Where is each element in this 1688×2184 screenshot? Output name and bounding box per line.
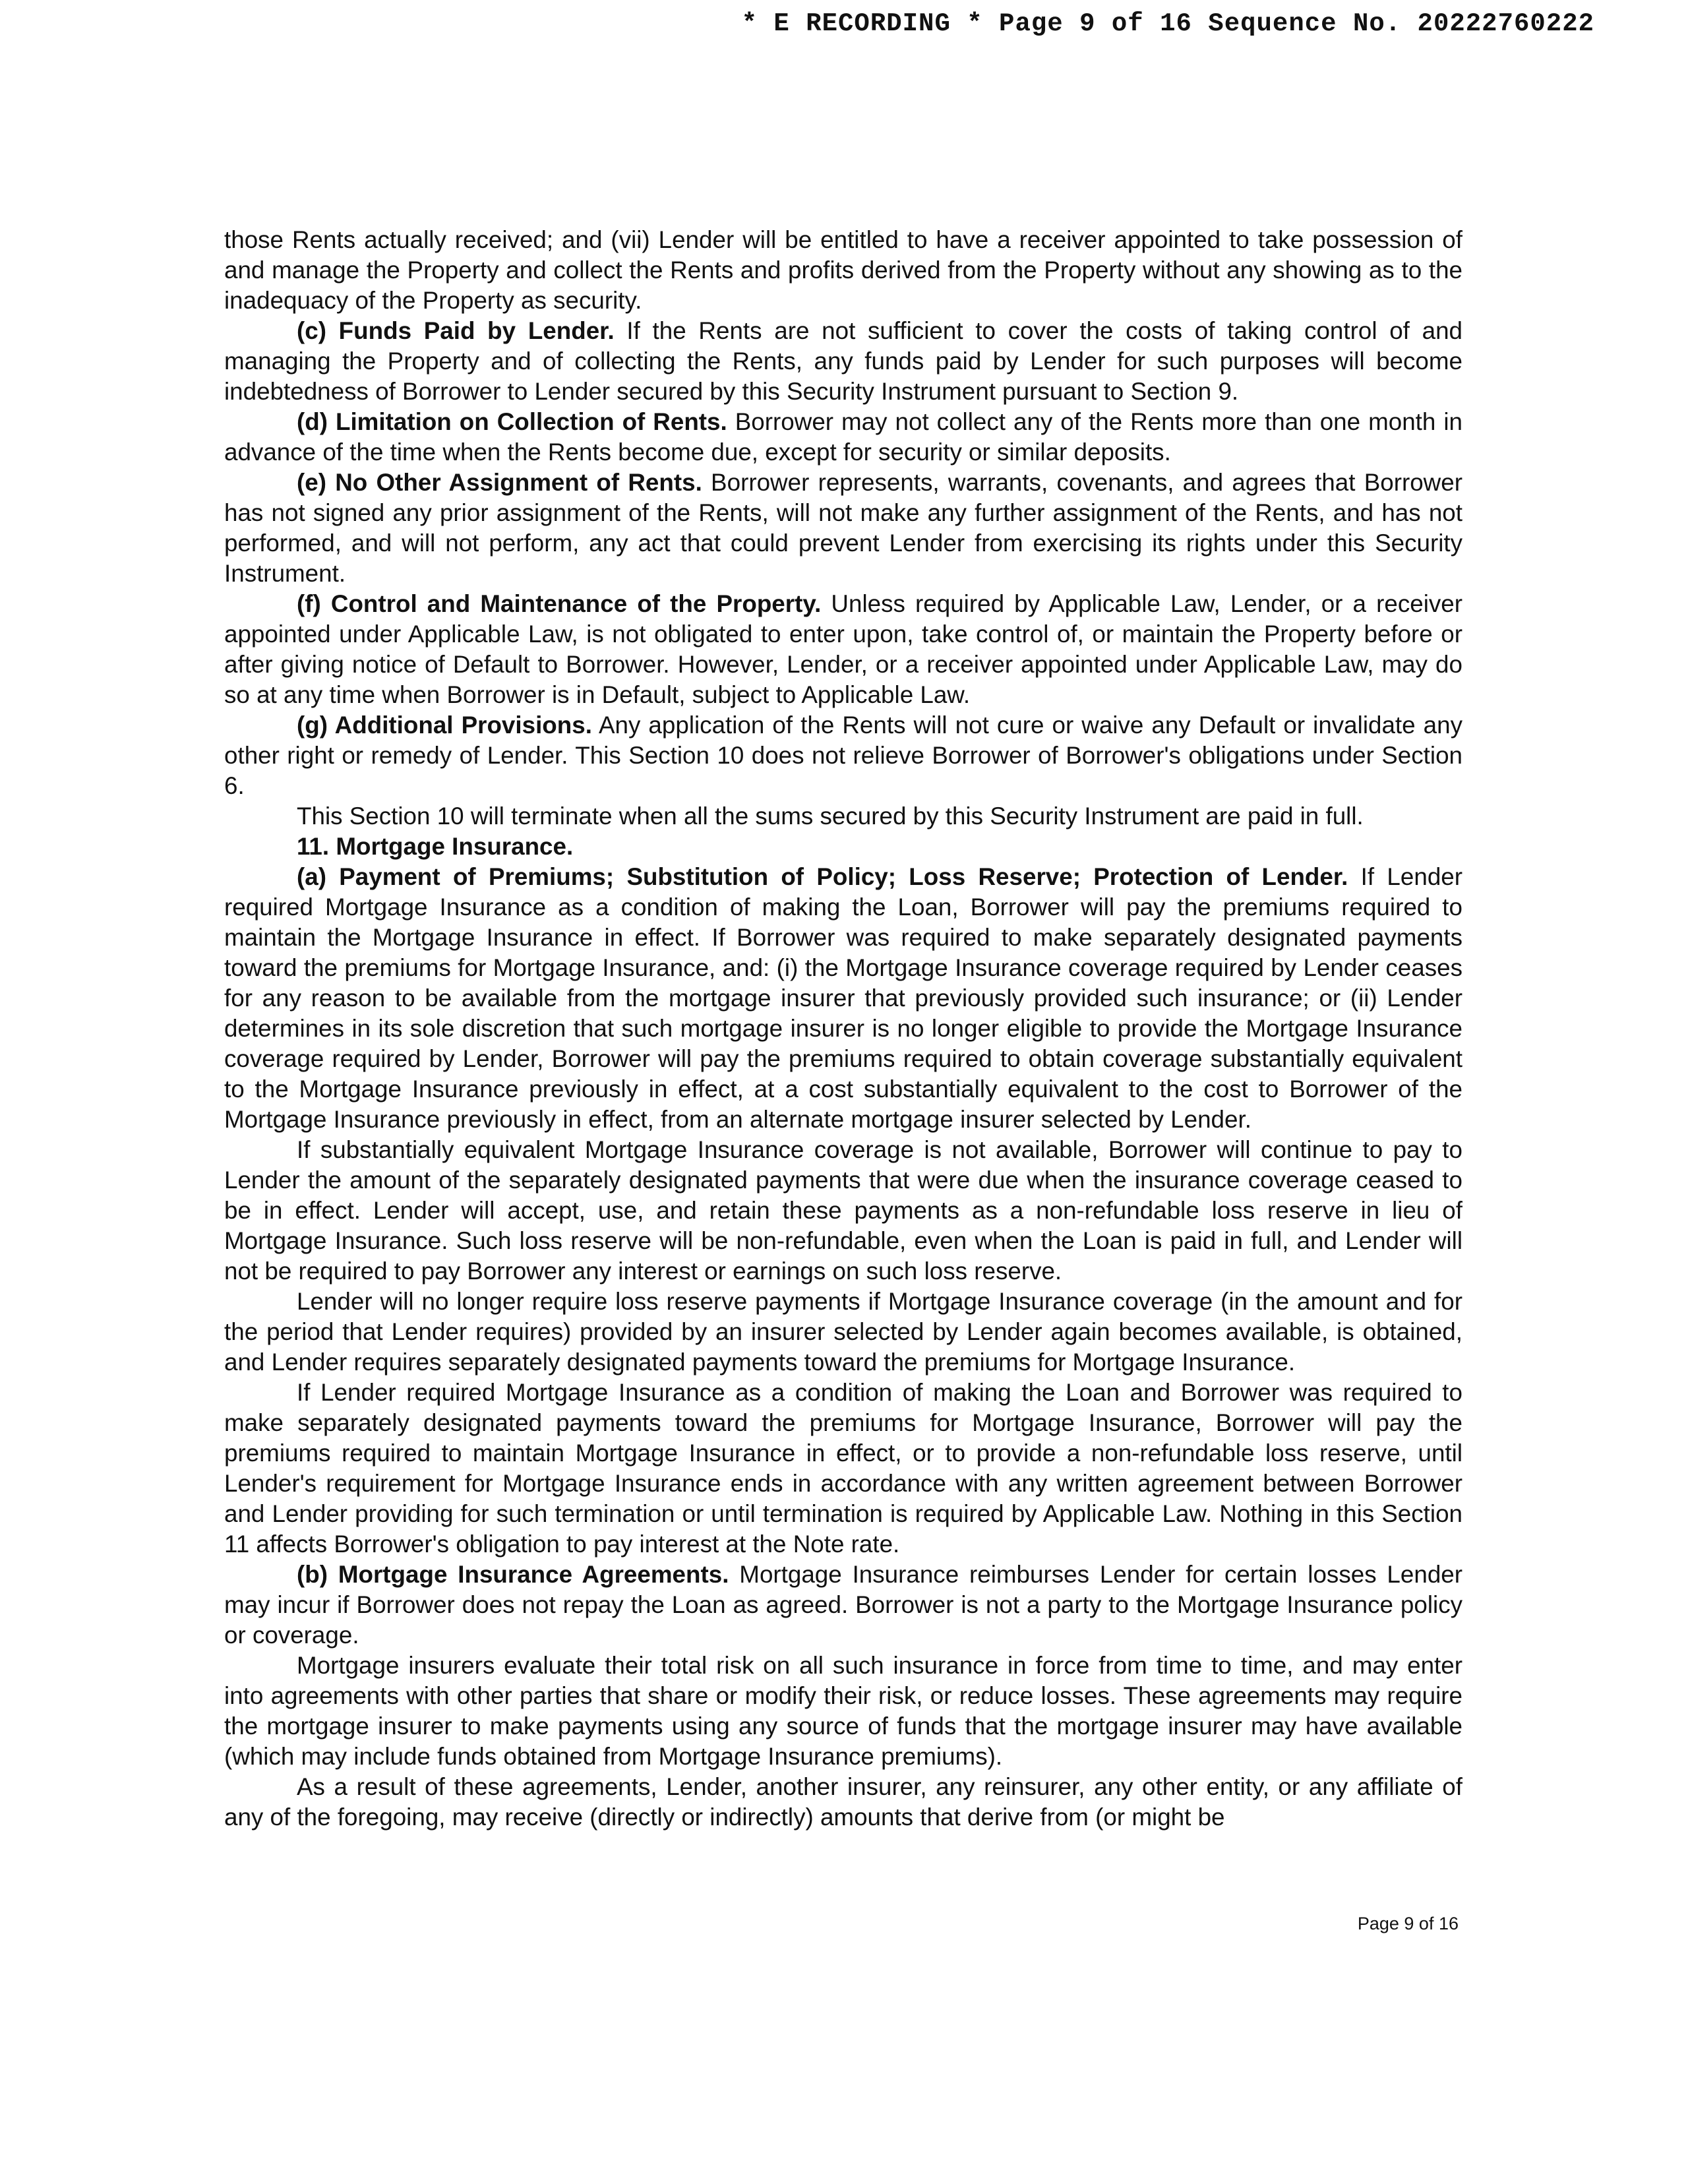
section-heading: (b) Mortgage Insurance Agreements.	[297, 1561, 729, 1588]
paragraph-mortgage-insurance-agreements: (b) Mortgage Insurance Agreements. Mortgage Insurance reimburses Lender for certain losses Lender may incur if Borrower does not repay the Loan as agreed. Borrower is not a party to the Mortgage Insurance policy or coverage.	[224, 1561, 1463, 1649]
section-heading: (a) Payment of Premiums; Substitution of Policy; Loss Reserve; Protection of Lender.	[297, 863, 1348, 890]
section-11-title	[224, 832, 1462, 862]
paragraph-agreements-result: As a result of these agreements, Lender, another insurer, any reinsurer, any other entity, or any affiliate of any of the foregoing, may receive (directly or indirectly) amounts that derive from (or might be	[224, 1773, 1462, 1831]
section-heading: 11. Mortgage Insurance.	[297, 833, 574, 860]
paragraph-loss-reserve-payments: Lender will no longer require loss reserve payments if Mortgage Insurance coverage (in the amount and for the period that Lender requires) provided by an insurer selected by Lender again becomes available, is obtained, and Lender requires separately designated payments toward the premiums for Mortgage Insurance.	[224, 1288, 1462, 1376]
recording-header: * E RECORDING * Page 9 of 16 Sequence No. 20222760222	[741, 9, 1594, 38]
section-heading: (f) Control and Maintenance of the Property.	[297, 590, 822, 617]
paragraph-section-10-termination: This Section 10 will terminate when all the sums secured by this Security Instrument are paid in full.	[297, 803, 1364, 830]
paragraph-funds-paid-by-lender: (c) Funds Paid by Lender. If the Rents are not sufficient to cover the costs of taking control of and managing the Property and of collecting the Rents, any funds paid by Lender for such purposes will become indebtedness of Borrower to Lender secured by this Security Instrument pursuant to Section 9.	[224, 317, 1462, 405]
section-heading: (g) Additional Provisions.	[297, 712, 592, 739]
paragraph-rents-continued: those Rents actually received; and (vii) Lender will be entitled to have a receiver appointed to take possession of and manage the Property and collect the Rents and profits derived from the Property without any showing as to the inadequacy of the Property as security.	[224, 226, 1462, 314]
paragraph-control-and-maintenance: (f) Control and Maintenance of the Property. Unless required by Applicable Law, Lender, or a receiver appointed under Applicable Law, is not obligated to enter upon, take control of, or maintain the Property before or after giving notice of Default to Borrower. However, Lender, or a receiver appointed under Applicable Law, may do so at any time when Borrower is in Default, subject to Applicable Law.	[224, 590, 1462, 708]
paragraph-payment-of-premiums: (a) Payment of Premiums; Substitution of Policy; Loss Reserve; Protection of Lender. If Lender required Mortgage Insurance as a condition of making the Loan, Borrower will pay the premiums required to maintain the Mortgage Insurance in effect. If Borrower was required to make separately designated payments toward the premiums for Mortgage Insurance, and: (i) the Mortgage Insurance coverage required by Lender ceases for any reason to be available from the mortgage insurer that previously provided such insurance; or (ii) Lender determines in its sole discretion that such mortgage insurer is no longer eligible to provide the Mortgage Insurance coverage required by Lender, Borrower will pay the premiums required to obtain coverage substantially equivalent to the Mortgage Insurance previously in effect, at a cost substantially equivalent to the cost to Borrower of the Mortgage Insurance previously in effect, from an alternate mortgage insurer selected by Lender.	[224, 863, 1462, 1133]
paragraph-mortgage-insurers-risk: Mortgage insurers evaluate their total risk on all such insurance in force from time to time, and may enter into agreements with other parties that share or modify their risk, or reduce losses. These agreements may require the mortgage insurer to make payments using any source of funds that the mortgage insurer may have available (which may include funds obtained from Mortgage Insurance premiums).	[224, 1652, 1462, 1770]
section-heading: (d) Limitation on Collection of Rents.	[297, 408, 727, 435]
page-number: Page 9 of 16	[1357, 1914, 1459, 1933]
paragraph-additional-provisions: (g) Additional Provisions. Any application of the Rents will not cure or waive any Default or invalidate any other right or remedy of Lender. This Section 10 does not relieve Borrower of Borrower's obligations under Section 6.	[224, 712, 1462, 799]
document-body	[224, 225, 1462, 1833]
section-heading: (c) Funds Paid by Lender.	[297, 317, 615, 344]
paragraph-no-other-assignment: (e) No Other Assignment of Rents. Borrower represents, warrants, covenants, and agrees that Borrower has not signed any prior assignment of the Rents, will not make any further assignment of the Rents, and has not performed, and will not perform, any act that could prevent Lender from exercising its rights under this Security Instrument.	[224, 469, 1462, 587]
section-heading: (e) No Other Assignment of Rents.	[297, 469, 702, 496]
paragraph-required-mortgage-insurance: If Lender required Mortgage Insurance as a condition of making the Loan and Borrower was required to make separately designated payments toward the premiums for Mortgage Insurance, Borrower will pay the premiums required to maintain Mortgage Insurance in effect, or to provide a non-refundable loss reserve, until Lender's requirement for Mortgage Insurance ends in accordance with any written agreement between Borrower and Lender providing for such termination or until termination is required by Applicable Law. Nothing in this Section 11 affects Borrower's obligation to pay interest at the Note rate.	[224, 1379, 1462, 1558]
paragraph-limitation-on-collection: (d) Limitation on Collection of Rents. Borrower may not collect any of the Rents more than one month in advance of the time when the Rents become due, except for security or similar deposits.	[224, 408, 1462, 466]
paragraph-equivalent-coverage: If substantially equivalent Mortgage Insurance coverage is not available, Borrower will continue to pay to Lender the amount of the separately designated payments that were due when the insurance coverage ceased to be in effect. Lender will accept, use, and retain these payments as a non-refundable loss reserve in lieu of Mortgage Insurance. Such loss reserve will be non-refundable, even when the Loan is paid in full, and Lender will not be required to pay Borrower any interest or earnings on such loss reserve.	[224, 1136, 1462, 1285]
